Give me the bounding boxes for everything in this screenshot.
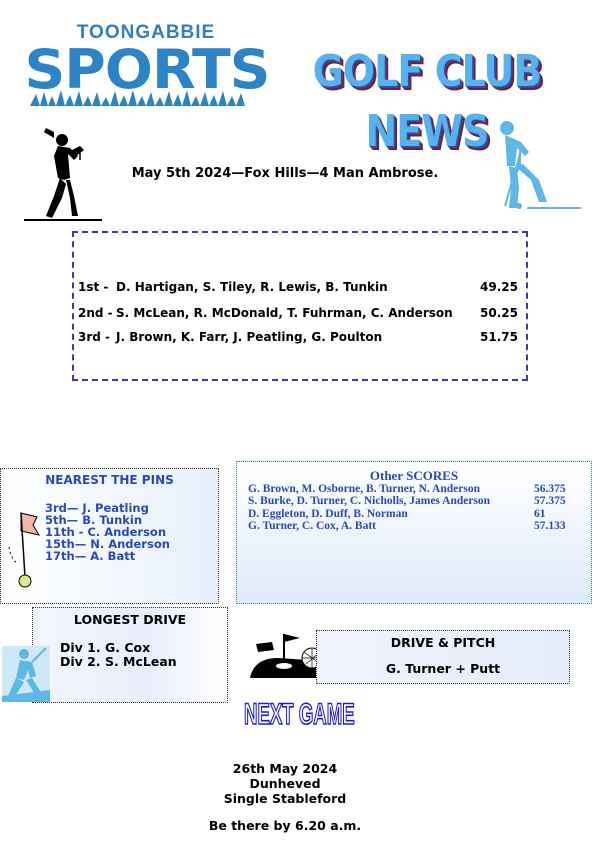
longest-drive-title: LONGEST DRIVE — [73, 612, 187, 627]
nearest-pins-list — [45, 502, 170, 562]
drive-pitch-winner: G. Turner + Putt — [385, 661, 501, 676]
be-there-note: Be there by 6.20 a.m. — [208, 818, 362, 833]
result-team: S. McLean, R. McDonald, T. Fuhrman, C. Anderson — [116, 306, 453, 320]
table-row — [248, 483, 578, 495]
result-score: 50.25 — [480, 306, 518, 320]
putting-golfer-icon — [487, 118, 583, 214]
score-team: S. Burke, D. Turner, C. Nicholls, James Anderson — [248, 495, 491, 507]
score-value: 61 — [534, 508, 546, 520]
nearest-pins-box — [0, 468, 219, 604]
next-game-format: Single Stableford — [223, 791, 347, 806]
logo-grass-icon — [30, 88, 250, 106]
drive-pitch-box — [316, 630, 570, 684]
results-box — [72, 231, 528, 381]
list-item: 17th— A. Batt — [45, 549, 136, 563]
logo-sports-text: SPORTS — [24, 38, 270, 101]
result-place: 2nd - — [78, 306, 113, 320]
score-team: D. Eggleton, D. Duff, B. Norman — [248, 508, 408, 520]
event-heading: May 5th 2024—Fox Hills—4 Man Ambrose. — [131, 166, 439, 181]
pin-flag-icon — [7, 507, 43, 593]
score-value: 57.133 — [534, 520, 566, 532]
list-item: 11th - C. Anderson — [45, 525, 167, 539]
score-value: 57.375 — [534, 495, 566, 507]
table-row — [248, 520, 578, 532]
next-game-venue: Dunheved — [249, 776, 321, 791]
next-game-info — [200, 761, 370, 806]
result-score: 49.25 — [480, 280, 518, 294]
table-row — [248, 495, 578, 507]
newsletter-title: GOLF CLUB NEWS — [312, 46, 542, 157]
golfer-silhouette-icon — [24, 126, 104, 222]
result-place: 3rd - — [78, 330, 111, 344]
score-value: 56.375 — [534, 483, 566, 495]
drive-pitch-title: DRIVE & PITCH — [390, 635, 496, 650]
table-row — [248, 508, 578, 520]
list-item: 3rd— J. Peatling — [45, 501, 149, 515]
longest-drive-box — [32, 607, 228, 703]
next-game-title: NEXT GAME — [244, 698, 355, 731]
swinging-golfer-icon — [2, 640, 50, 702]
result-score: 51.75 — [480, 330, 518, 344]
nearest-pins-title: NEAREST THE PINS — [45, 473, 174, 487]
list-item: 15th— N. Anderson — [45, 537, 170, 551]
other-scores-title: Other SCORES — [369, 468, 459, 483]
other-scores-box — [236, 461, 592, 604]
list-item: 5th— B. Tunkin — [45, 513, 143, 527]
longest-drive-div2: Div 2. S. McLean — [60, 654, 177, 669]
next-game-date: 26th May 2024 — [232, 761, 338, 776]
result-team: J. Brown, K. Farr, J. Peatling, G. Poulton — [116, 330, 383, 344]
score-team: G. Brown, M. Osborne, B. Turner, N. Anderson — [248, 483, 480, 495]
result-team: D. Hartigan, S. Tiley, R. Lewis, B. Tunkin — [116, 280, 388, 294]
score-team: G. Turner, C. Cox, A. Batt — [248, 520, 377, 532]
longest-drive-div1: Div 1. G. Cox — [60, 640, 151, 655]
result-place: 1st - — [78, 280, 109, 294]
logo-top-text: TOONGABBIE — [76, 22, 216, 43]
